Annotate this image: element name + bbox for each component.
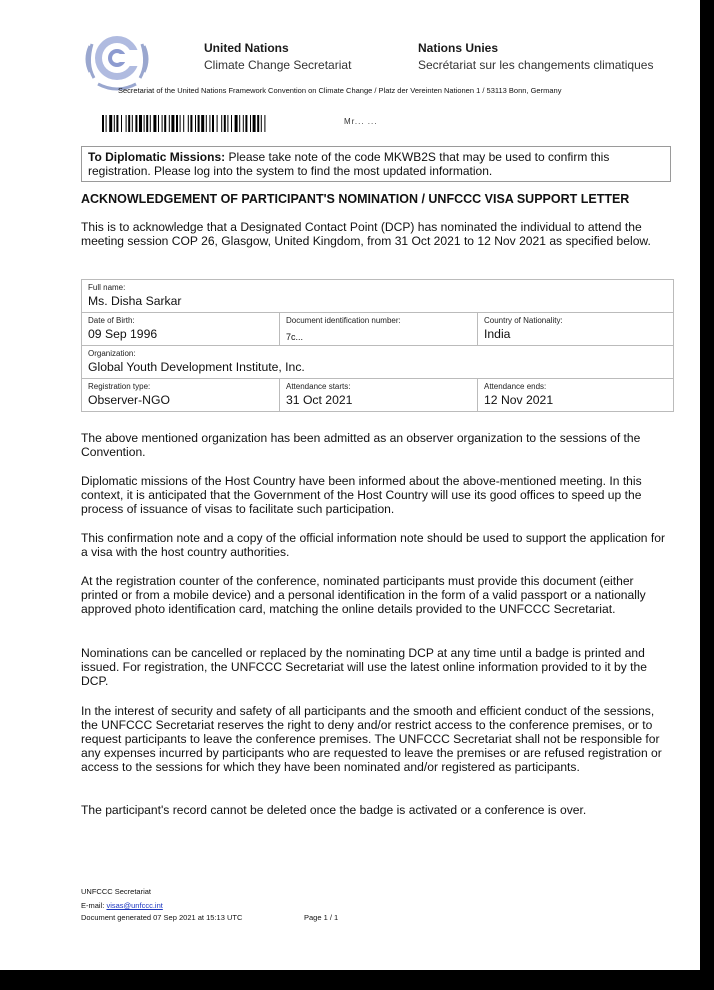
registration-type-cell [82,379,280,411]
barcode-text: Mr... ... [344,117,378,126]
barcode-bar [257,115,259,132]
barcode-bar [206,115,207,132]
diplomatic-notice [81,146,671,182]
notice-text: Please take note of the code MKWB2S that may be used to confirm this registration. Please log into the system to find the most updated information. [88,150,610,178]
barcode-bar [209,115,210,132]
field-label: Full name: [88,283,126,292]
barcode-bar [245,115,247,132]
paragraph-observer: The above mentioned organization has been admitted as an observer organization to the sessions of the Convention. [81,431,641,459]
barcode-bar [171,115,174,132]
barcode-bar [235,115,238,132]
barcode-bar [212,115,214,132]
organization-cell [82,346,673,378]
barcode-bar [135,115,137,132]
dob-cell [82,313,280,345]
barcode-bar [261,115,262,132]
field-label: Attendance ends: [484,382,547,391]
paragraph-diplomatic: Diplomatic missions of the Host Country have been informed about the above-mentioned meeting. In this context, it is anticipated that the Government of the Host Country will use its good offices to speed up the process of issuance of visas to facilitate such participation. [81,474,642,516]
barcode-bar [139,115,142,132]
barcode-bar [169,115,170,132]
attendance-start-cell [280,379,478,411]
footer-page-number: Page 1 / 1 [304,913,339,922]
barcode-bar [109,115,112,132]
barcode-bar [227,115,228,132]
barcode-bar [114,115,115,132]
org-fr-subtitle: Secrétariat sur les changements climatiques [418,58,654,72]
barcode-bar [132,115,133,132]
attendance-start-value: 31 Oct 2021 [286,393,353,407]
barcode-bar [253,115,256,132]
table-row [82,379,673,411]
barcode-bar [239,115,240,132]
notice-lead: To Diplomatic Missions: [88,150,226,164]
barcode-bar [144,115,145,132]
participant-table [81,279,674,412]
barcode-bar [201,115,204,132]
barcode-icon [102,115,324,132]
paragraph-security: In the interest of security and safety of all participants and the smooth and efficient conduct of the sessions, the UNFCCC Secretariat reserves the right to deny and/or restrict access to the conference premises, or to request participants to leave the conference premises. The UNFCCC Secretariat shall not be responsible for any expenses incurred by participants who are requested to leave the premises or are refused registration or access to the sessions for which they have been nominated and/or registered as participants. [81,704,662,774]
table-row [82,313,673,346]
nationality-cell [478,313,673,345]
barcode-bar [224,115,226,132]
barcode-bar [243,115,244,132]
footer-org: UNFCCC Secretariat [81,887,152,896]
org-fr [418,40,653,74]
org-en-subtitle: Climate Change Secretariat [204,58,352,72]
registration-type-value: Observer-NGO [88,393,170,407]
barcode-bar [180,115,181,132]
dob-value: 09 Sep 1996 [88,327,158,341]
barcode-bar [162,115,163,132]
barcode-bar [198,115,200,132]
org-en-title: United Nations [204,41,289,55]
footer-generated: Document generated 07 Sep 2021 at 15:13 UTC [81,913,243,922]
barcode-bar [217,115,218,132]
barcode-bar [231,115,232,132]
table-row [82,280,673,313]
barcode-bar [188,115,189,132]
attendance-end-value: 12 Nov 2021 [484,393,554,407]
full-name-value: Ms. Disha Sarkar [88,294,182,308]
document-id-value: 7c... [286,332,304,342]
footer-email-line [81,901,163,910]
barcode-bar [164,115,166,132]
field-label: Organization: [88,349,136,358]
paragraph-confirmation: This confirmation note and a copy of the official information note should be used to support the application for a visa with the host country authorities. [81,531,665,559]
footer-email-label: E-mail: [81,901,105,910]
field-label: Document identification number: [286,316,401,325]
document-title: ACKNOWLEDGEMENT OF PARTICIPANT'S NOMINATION / UNFCCC VISA SUPPORT LETTER [81,192,630,206]
barcode-bar [195,115,196,132]
table-row [82,346,673,379]
barcode-bar [250,115,251,132]
field-label: Registration type: [88,382,151,391]
field-label: Attendance starts: [286,382,351,391]
barcode-bar [126,115,127,132]
barcode-bar [190,115,192,132]
barcode-bar [106,115,107,132]
barcode-bar [150,115,151,132]
barcode-bar [116,115,118,132]
document-id-cell [280,313,478,345]
barcode-bar [264,115,265,132]
secretariat-address: Secretariat of the United Nations Framework Convention on Climate Change / Platz der Vereinten Nationen 1 / 53113 Bonn, Germany [118,86,562,95]
barcode-bar [153,115,156,132]
barcode-bar [221,115,222,132]
full-name-cell [82,280,673,312]
attendance-end-cell [478,379,673,411]
field-label: Country of Nationality: [484,316,563,325]
footer-email-link[interactable]: visas@unfccc.int [106,901,163,910]
unfccc-emblem-icon [80,24,154,94]
org-fr-title: Nations Unies [418,41,499,55]
barcode-bar [102,115,104,132]
barcode-bar [128,115,130,132]
barcode-bar [176,115,178,132]
barcode-bar [158,115,159,132]
organization-value: Global Youth Development Institute, Inc. [88,360,305,374]
paragraph-registration: At the registration counter of the conference, nominated participants must provide this document (either printed or from a mobile device) and a personal identification in the form of a valid passport or a nationally approved photo identification card, matching the online details provided to the UNFCCC Secretariat. [81,574,646,616]
paragraph-record: The participant's record cannot be deleted once the badge is activated or a conference is over. [81,803,587,817]
intro-paragraph: This is to acknowledge that a Designated Contact Point (DCP) has nominated the individual to attend the meeting session COP 26, Glasgow, United Kingdom, from 31 Oct 2021 to 12 Nov 2021 as specified below. [81,220,651,248]
field-label: Date of Birth: [88,316,135,325]
nationality-value: India [484,327,511,341]
barcode-bar [146,115,148,132]
org-en [204,40,351,74]
barcode-bar [183,115,184,132]
paragraph-nominations: Nominations can be cancelled or replaced by the nominating DCP at any time until a badge is printed and issued. For registration, the UNFCCC Secretariat will use the latest online information provided to it by the DCP. [81,646,647,688]
barcode-bar [121,115,122,132]
